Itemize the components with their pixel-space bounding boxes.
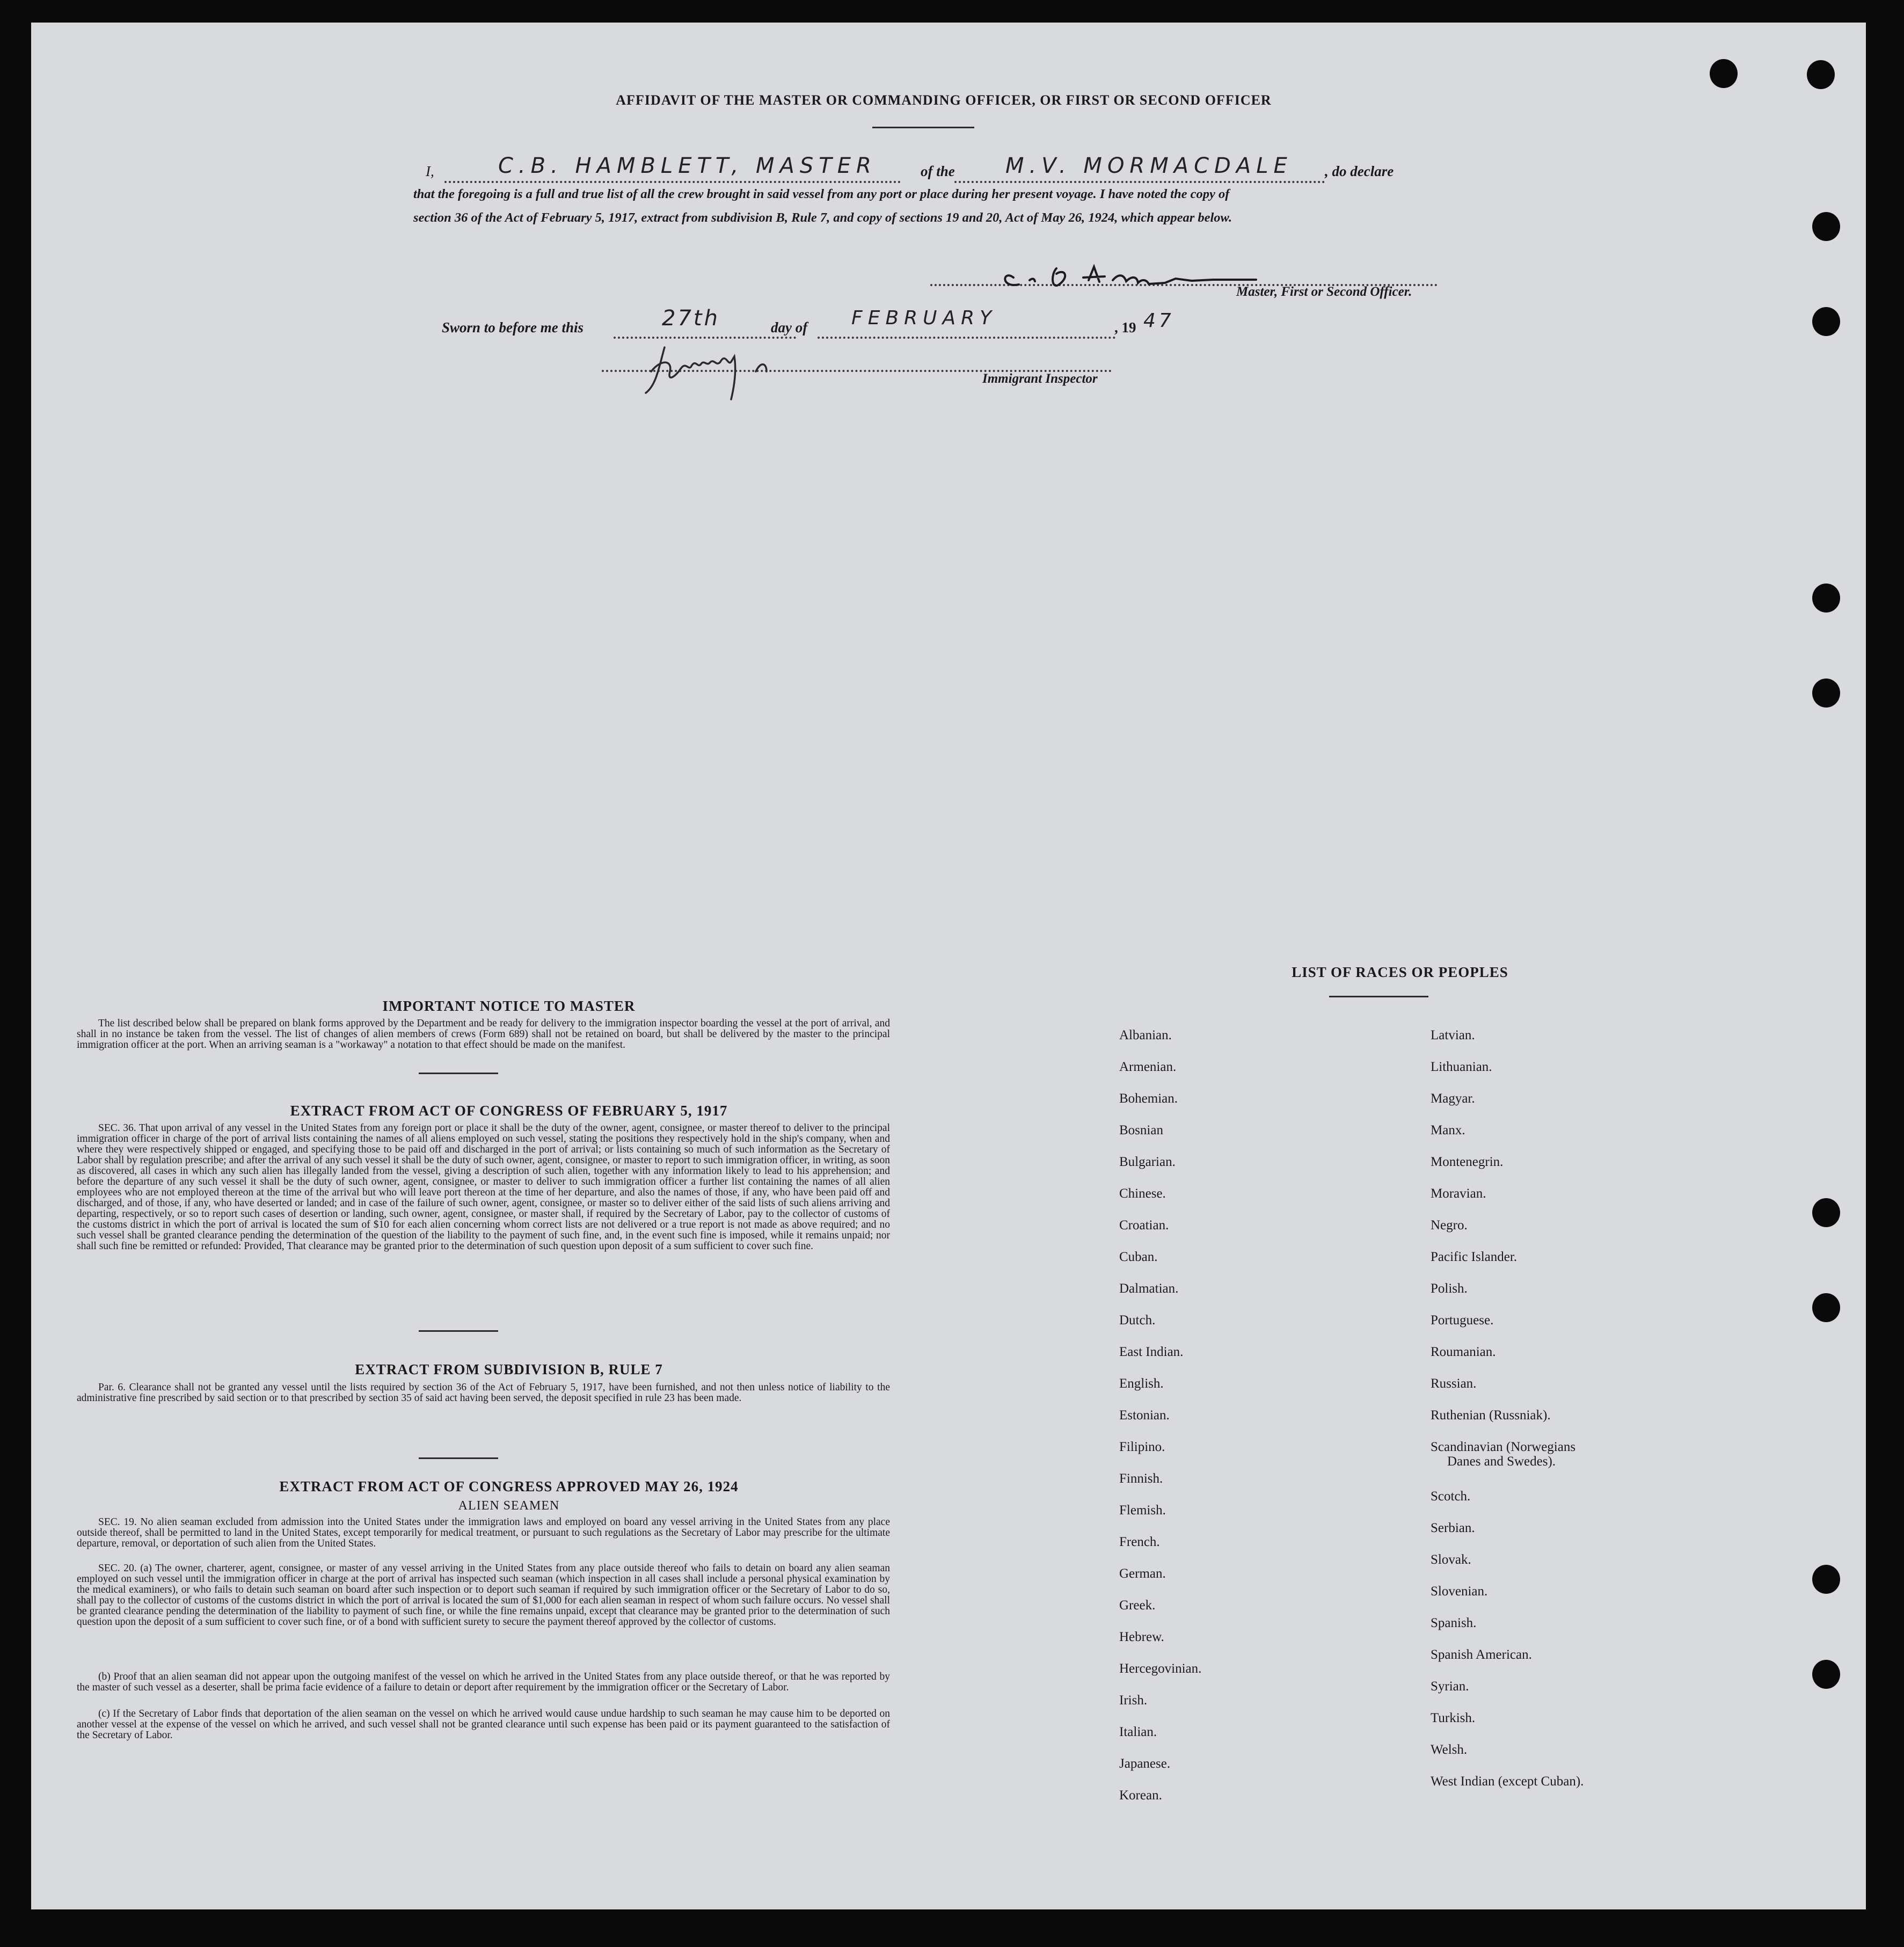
race-item: Lithuanian. xyxy=(1431,1060,1492,1074)
race-item: Turkish. xyxy=(1431,1711,1476,1725)
race-item: Korean. xyxy=(1119,1788,1162,1803)
race-item: West Indian (except Cuban). xyxy=(1431,1774,1584,1789)
race-item: Spanish American. xyxy=(1431,1647,1532,1662)
race-item: Manx. xyxy=(1431,1123,1465,1137)
punch-hole xyxy=(1812,584,1840,612)
race-item: Scotch. xyxy=(1431,1489,1471,1504)
punch-hole xyxy=(1812,1293,1840,1322)
race-item: Bohemian. xyxy=(1119,1091,1178,1106)
race-item: Serbian. xyxy=(1431,1521,1475,1535)
race-item: Spanish. xyxy=(1431,1616,1477,1630)
race-item: Japanese. xyxy=(1119,1756,1171,1771)
extract-rule7-divider xyxy=(419,1457,498,1459)
inspector-label: Immigrant Inspector xyxy=(982,371,1098,386)
race-item: Montenegrin. xyxy=(1431,1155,1504,1169)
notice-title: IMPORTANT NOTICE TO MASTER xyxy=(382,998,636,1014)
affidavit-title: AFFIDAVIT OF THE MASTER OR COMMANDING OFFICER, OR FIRST OR SECOND OFFICER xyxy=(616,92,1272,108)
extract-1917-divider xyxy=(419,1330,498,1332)
extract-rule7-text: Par. 6. Clearance shall not be granted any vessel until the lists required by section 36 of the Act of February 5, 1917, have been furnished, and not then unless notice of liability to the administrative fine prescribed by said section or to that prescribed by section 35 of said act having been served, the deposit specified in rule 23 has been made. xyxy=(77,1382,890,1404)
extract-1924-subtitle: ALIEN SEAMEN xyxy=(458,1499,560,1513)
day-handwritten: 27th xyxy=(662,306,720,331)
master-signature-label: Master, First or Second Officer. xyxy=(1236,285,1412,299)
declaration-line-2: section 36 of the Act of February 5, 1917, extract from subdivision B, Rule 7, and copy of sections 19 and 20, Act of May 26, 1924, which appear below. xyxy=(413,210,1232,225)
affidavit-i-prefix: I, xyxy=(426,163,434,179)
race-item: Syrian. xyxy=(1431,1679,1469,1694)
punch-hole xyxy=(1710,59,1738,88)
name-dotted-line xyxy=(444,181,901,183)
year-prefix: , 19 xyxy=(1114,319,1136,336)
race-item: Portuguese. xyxy=(1431,1313,1494,1328)
race-item: Irish. xyxy=(1119,1693,1148,1708)
notice-divider xyxy=(419,1073,498,1074)
races-title: LIST OF RACES OR PEOPLES xyxy=(1292,964,1508,980)
sworn-prefix: Sworn to before me this xyxy=(442,319,584,336)
of-the-label: of the xyxy=(921,163,955,179)
do-declare-label: , do declare xyxy=(1325,163,1394,179)
master-name-handwritten: C.B. HAMBLETT, MASTER xyxy=(498,154,877,178)
race-item: Polish. xyxy=(1431,1281,1468,1296)
race-item: Scandinavian (Norwegians xyxy=(1431,1440,1576,1454)
race-item: Cuban. xyxy=(1119,1250,1158,1264)
race-item: East Indian. xyxy=(1119,1345,1184,1359)
extract-1924-sec20a: SEC. 20. (a) The owner, charterer, agent, consignee, or master of any vessel arriving in the United States from any place outside thereof who fails to detain on board any alien seaman employed on such vessel until the immigration officer in charge at the port of arrival has inspected such seaman (which inspection in all cases shall include a personal physical examination by the medical examiners), or who fails to detain such seaman on board after such inspection or to deport such seaman if required by such immigration officer or the Secretary of Labor to do so, shall pay to the collector of customs of the customs district in which the port of arrival is located the sum of $1,000 for each alien seaman in respect of whom such failure occurs. No vessel shall be granted clearance pending the determination of the liability to payment of such fine, or while the fine remains unpaid, except that clearance may be granted prior to the determination of such question upon the deposit of a sum sufficient to cover such fine, or of a bond with sufficient surety to secure the payment thereof approved by the collector of customs. xyxy=(77,1563,890,1628)
inspector-signature xyxy=(638,334,820,409)
punch-hole xyxy=(1812,307,1840,336)
race-item: Bulgarian. xyxy=(1119,1155,1176,1169)
punch-hole xyxy=(1812,212,1840,241)
punch-hole xyxy=(1812,1660,1840,1689)
race-item: Slovenian. xyxy=(1431,1584,1488,1599)
races-underline xyxy=(1329,996,1428,997)
extract-1924-sec19: SEC. 19. No alien seaman excluded from admission into the United States under the immigration laws and employed on board any vessel arriving in the United States from any place outside thereof, shall be permitted to land in the United States, except temporarily for medical treatment, or pursuant to such regulations as the Secretary of Labor may prescribe for the ultimate departure, removal, or deportation of such alien from the United States. xyxy=(77,1516,890,1549)
race-item: Moravian. xyxy=(1431,1186,1486,1201)
race-item: German. xyxy=(1119,1566,1166,1581)
month-handwritten: FEBRUARY xyxy=(851,307,997,329)
race-item: Russian. xyxy=(1431,1376,1477,1391)
notice-text: The list described below shall be prepared on blank forms approved by the Department and be ready for delivery to the immigration inspector boarding the vessel at the port of arrival, and shall in no instance be taken from the vessel. The list of changes of alien members of crews (Form 689) shall not be retained on board, but shall be delivered by the master to the principal immigration officer at the port. When an arriving seaman is a "workaway" a notation to that effect should be made on the manifest. xyxy=(77,1018,890,1051)
race-item: Chinese. xyxy=(1119,1186,1166,1201)
document-sheet xyxy=(31,23,1866,1909)
extract-1924-title: EXTRACT FROM ACT OF CONGRESS APPROVED MAY 26, 1924 xyxy=(279,1478,739,1494)
race-item: Latvian. xyxy=(1431,1028,1475,1042)
race-item: Finnish. xyxy=(1119,1471,1163,1486)
extract-1917-title: EXTRACT FROM ACT OF CONGRESS OF FEBRUARY 5, 1917 xyxy=(290,1103,728,1119)
race-item: Bosnian xyxy=(1119,1123,1163,1137)
year-handwritten: 47 xyxy=(1143,310,1175,332)
punch-hole xyxy=(1812,1198,1840,1227)
extract-1917-text: SEC. 36. That upon arrival of any vessel in the United States from any foreign port or place it shall be the duty of the owner, agent, consignee, or master thereof to deliver to the principal immigration officer in charge of the port of arrival lists containing the names of all aliens employed on such vessel, stating the positions they respectively hold in the ship's company, when and where they were respectively shipped or engaged, and specifying those to be paid off and discharged in the port of arrival; or lists containing so much of such information as the Secretary of Labor shall by regulation prescribe; and after the arrival of any such vessel it shall be the duty of such owner, agent, consignee, or master to report to such immigration officer, in writing, as soon as discovered, all cases in which any such alien has illegally landed from the vessel, giving a description of such alien, together with any information likely to lead to his apprehension; and before the departure of any such vessel it shall be the duty of such owner, agent, consignee, or master to deliver to such immigration officer a further list containing the names of all alien employees who are not employed thereon at the time of the arrival but who will leave port thereon at the time of her departure, and also the names of those, if any, who have been paid off and discharged, and of those, if any, who have deserted or landed; and in case of the failure of such owner, agent, consignee, or master so to deliver either of the said lists of such aliens arriving and departing, respectively, or so to report such cases of desertion or landing, such owner, agent, consignee, or master shall, if required by the Secretary of Labor, pay to the collector of customs of the customs district in which the port of arrival is located the sum of $10 for each alien concerning whom correct lists are not delivered or a true report is not made as above required; and no such vessel shall be granted clearance pending the determination of the question of the liability to the payment of such fine, and, in the event such fine is imposed, while it remains unpaid; nor shall such fine be remitted or refunded: Provided, That clearance may be granted prior to the determination of such question upon deposit of a sum sufficient to cover such fine. xyxy=(77,1122,890,1252)
declaration-line-1: that the foregoing is a full and true list of all the crew brought in said vessel from any port or place during her present voyage. I have noted the copy of xyxy=(413,187,1230,201)
race-item: Danes and Swedes). xyxy=(1447,1454,1556,1469)
race-item: Armenian. xyxy=(1119,1060,1177,1074)
race-item: Filipino. xyxy=(1119,1440,1165,1454)
race-item: English. xyxy=(1119,1376,1164,1391)
race-item: French. xyxy=(1119,1535,1160,1549)
race-item: Negro. xyxy=(1431,1218,1468,1233)
title-underline xyxy=(872,127,974,128)
race-item: Italian. xyxy=(1119,1725,1157,1739)
race-item: Croatian. xyxy=(1119,1218,1169,1233)
race-item: Albanian. xyxy=(1119,1028,1172,1042)
race-item: Pacific Islander. xyxy=(1431,1250,1518,1264)
race-item: Slovak. xyxy=(1431,1552,1471,1567)
month-dotted-line xyxy=(818,337,1115,339)
extract-1924-sec20b: (b) Proof that an alien seaman did not appear upon the outgoing manifest of the vessel on which he arrived in the United States from any place outside thereof, or that he was reported by the master of such vessel as a deserter, shall be prima facie evidence of a failure to detain or deport after requirement by the immigration officer or the Secretary of Labor. xyxy=(77,1671,890,1693)
race-item: Estonian. xyxy=(1119,1408,1170,1423)
extract-1924-sec20c: (c) If the Secretary of Labor finds that deportation of the alien seaman on the vessel on which he arrived would cause undue hardship to such seaman he may cause him to be deported on another vessel at the expense of the vessel on which he arrived, and such vessel shall not be granted clearance until such expense has been paid or its payment guaranteed to the satisfaction of the Secretary of Labor. xyxy=(77,1708,890,1741)
race-item: Hebrew. xyxy=(1119,1630,1164,1644)
race-item: Hercegovinian. xyxy=(1119,1661,1202,1676)
vessel-name-handwritten: M.V. MORMACDALE xyxy=(1005,154,1293,178)
punch-hole xyxy=(1807,60,1835,89)
race-item: Dutch. xyxy=(1119,1313,1156,1328)
race-item: Roumanian. xyxy=(1431,1345,1496,1359)
race-item: Ruthenian (Russniak). xyxy=(1431,1408,1551,1423)
vessel-dotted-line xyxy=(954,181,1325,183)
day-of-label: day of xyxy=(771,319,808,336)
punch-hole xyxy=(1812,679,1840,708)
race-item: Dalmatian. xyxy=(1119,1281,1179,1296)
race-item: Magyar. xyxy=(1431,1091,1475,1106)
extract-rule7-title: EXTRACT FROM SUBDIVISION B, RULE 7 xyxy=(355,1361,663,1377)
race-item: Flemish. xyxy=(1119,1503,1166,1518)
race-item: Welsh. xyxy=(1431,1742,1468,1757)
race-item: Greek. xyxy=(1119,1598,1156,1613)
punch-hole xyxy=(1812,1565,1840,1594)
